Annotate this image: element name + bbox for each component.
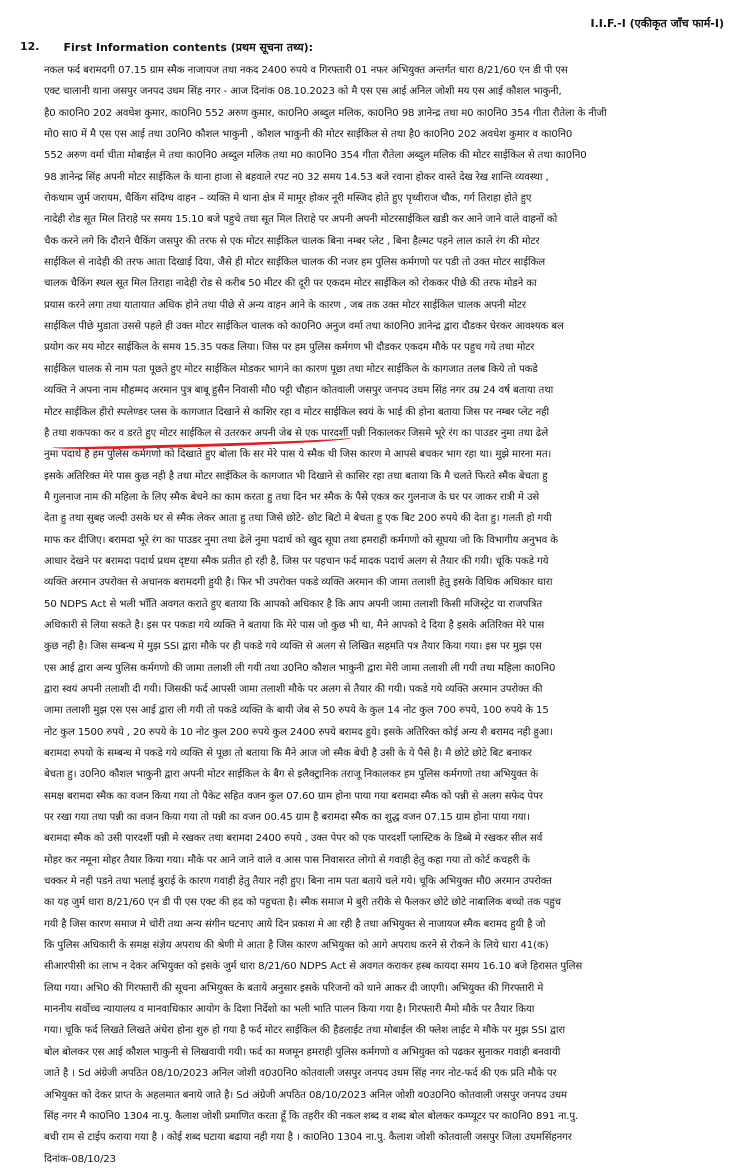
body-text-line: गयी है जिस कारण समाज मे चोरी तथा अन्य संगीन घटनाए आये दिन प्रकाश मे आ रही है तथा अभियुक्त से नाजायज स्मैक बरामद हुयी है जो (44, 918, 546, 930)
form-id-label: I.I.F.-I (एकीकृत जाँच फार्म-I) (590, 17, 724, 30)
body-text-line: का यह जुर्म धारा 8/21/60 एन डी पी एस एक्ट की हद को पहुचता है। स्मैक समाज मे बुरी तरीके से फैलकर छोटे छोटे नाबालिक बच्चो तक पहुच (44, 897, 561, 909)
body-text-line: मोहर कर नमूना मोहर तैयार किया गया। मौके पर आने जाने वाले व आस पास निवासरत लोगो से गवाही हेतु कहा गया तो कोर्ट कचहरी के (44, 854, 530, 866)
body-text-line: बरामदा रुपयो के सम्बन्ध मे पकडे गये व्यक्ति से पूछा तो बताया कि मैने आज जो स्मैक बेची है उसी के ये पैसे है। मै छोटे छोटे बिट बनाकर (44, 748, 532, 759)
body-text-line: चक्कर मे नही पडने तथा भलाई बुराई के कारण गवाही हेतु तैयार नही हुए। बिना नाम पता बताये चले गये। चूकि अभियुक्त मौ0 अरमान उपरोक्त (44, 876, 552, 888)
body-text-line: जाते है । Sd अंग्रेजी अपठित 08/10/2023 अनिल जोशी व0उ0नि0 कोतवाली जसपुर जनपद उधम सिंह नगर नोट-फर्द की एक प्रति मौके पर (44, 1068, 557, 1080)
body-text-line: बरामदा स्मैक को उसी पारदर्शी पन्नी मे रखकर तथा बरामदा 2400 रुपये , उक्त पेपर को एक पारदर्शी प्लास्टिक के डिब्बे मे रखकर सील सर्व (44, 833, 543, 845)
body-text-line: नकल फर्द बरामदगी 07.15 ग्राम स्मैक नाजायज तथा नकद 2400 रुपये व गिरफ्तारी 01 नफर अभियुक्त अन्तर्गत धारा 8/21/60 एन डी पी एस (44, 65, 568, 76)
body-text-line: व्यक्ति ने अपना नाम मौहम्मद अरमान पुत्र बाबू हुसैन निवासी मौ0 पट्टी चौहान कोतवाली जसपुर जनपद उधम सिंह नगर उम्र 24 वर्ष बताया तथा (44, 385, 554, 397)
body-text-line: माननीय सर्वोच्च न्यायालय व मानवाधिकार आयोग के दिशा निर्देशो का भली भाति पालन किया गया है। गिरफ्तारी मैमो मौके पर तैयार किया (44, 1004, 535, 1016)
body-text-line: जामा तलाशी मुझ एस एस आई द्वारा ली गयी तो पकडे व्यक्ति के बायी जेब से 50 रुपये के कुल 14 नोट कुल 700 रुपये, 100 रुपये के 15 (44, 705, 549, 717)
body-text-line: सीआरपीसी का लाभ न देकर अभियुक्त को इसके जुर्म धारा 8/21/60 NDPS Act से अवगत कराकर हस्ब कायदा समय 16.10 बजे हिरासत पुलिस (44, 961, 583, 973)
section-heading (20, 40, 313, 55)
body-text-line: मै गुलनाज नाम की महिला के लिए स्मैक बेचने का काम करता हु तथा दिन भर स्मैक के पैसे एकत्र कर गुलनाज के घर पर जाकर रात्री मे उसे (44, 491, 540, 503)
body-text-line: गया। चूकि फर्द लिखते लिखते अंधेरा होना शुरु हो गया है फर्द मोटर साईकिल की हैडलाईट तथा मोबाईल की फ्लेश लाईट मे मौके पर मुझ SSI द्वारा (44, 1025, 566, 1037)
body-text-line: दिनांक-08/10/23 (44, 1153, 116, 1165)
body-text-line: प्रयोग कर मय मोटर साईकिल के समय 15.35 पकड लिया। जिस पर हम पुलिस कर्मगण भी दौडकर एकदम मौके पर पहुच गये तथा मोटर (44, 342, 535, 354)
body-text-line: 50 NDPS Act से भली भाँति अवगत कराते हुए बताया कि आपको अधिकार है कि आप अपनी जामा तलाशी किसी मजिस्ट्रेट या राजपत्रित (44, 598, 543, 610)
body-text-line: चालक चैकिंग स्थल सूत मिल तिराहा नादेही रोड से करीब 50 मीटर की दूरी पर एकदम मोटर साईकिल को रोककर पीछे की तरफ मोडने का (44, 278, 537, 290)
section-title: First Information contents (प्रथम सूचना तथ्य): (63, 41, 314, 54)
body-text-line: बेचता हु। उ0नि0 कौशल भाकुनी द्वारा अपनी मोटर साईकिल के बैग से इलैक्ट्रानिक तराजू निकालकर हम पुलिस कर्मगणो तथा अभियुक्त के (44, 769, 538, 781)
body-text-line: व्यक्ति अरमान उपरोक्त से अचानक बरामदगी हुयी है। फिर भी उपरोक्त पकडे व्यक्ति अरमान की जामा तलाशी हेतु इसके विधिक अधिकार धारा (44, 577, 553, 589)
body-text-line: कि पुलिस अधिकारी के समक्ष संज्ञेय अपराध की श्रेणी मे आता है जिस कारण अभियुक्त को आगे अपराध करने से रोकने के लिये धारा 41(क) (44, 940, 549, 952)
body-text-line: अधिकारी से लिया सकते है। इस पर पकडा गये व्यक्ति ने बताया कि मेरे पास जो कुछ भी था, मैने आपको दे दिया है इसके अतिरिक्त मेरे पास (44, 619, 545, 631)
body-text-line: मो0 सा0 में मै एस एस आई तथा उ0नि0 कौशल भाकुनी , कौशल भाकुनी की मोटर साईकिल से तथा है0 का0नि0 202 अवधेश कुमार व का0नि0 (44, 129, 573, 141)
body-text-line: चैक करने लगे कि दौराने चैकिंग जसपुर की तरफ से एक मोटर साईकिल चालक बिना नम्बर प्लेट , बिना हैल्मट पहने लाल काले रंग की मोटर (44, 235, 540, 247)
body-text-line: देता हु तथा सुबह जल्दी उसके घर से स्मैक लेकर आता हु तथा जिसे छोटे- छोट बिटो मे बेचता हु एक बिट 200 रुपये की देता हु। गलती हो गयी (44, 513, 552, 525)
section-number: 12. (20, 40, 40, 53)
body-text-line: रोकथाम जुर्म जरायम, चैकिंग संदिग्ध वाहन – व्यक्ति मे थाना क्षेत्र में मामूर होकर नूरी मस्जिद होते हुए पृथ्वीराज चौक, गर्ग तिराहा होते हुए (44, 193, 532, 205)
body-text-line: साईकिल से नादेही की तरफ आता दिखाई दिया, जैसे ही मोटर साईकिल चालक की नजर हम पुलिस कर्मगणो पर पडी तो उक्त मोटर साईकिल (44, 257, 546, 269)
body-text-line: कुछ नही है। जिस सम्बन्ध मे मुझ SSI द्वारा मौके पर ही पकडे गये व्यक्ति से अलग से लिखित सहमति पत्र तैयार किया गया। इस पर मुझ एस (44, 641, 542, 653)
body-text-line: अभियुक्त को देकर प्राप्त के अहलमात बनाये जाते है। Sd अंग्रेजी अपठित 08/10/2023 अनिल जोशी व0उ0नि0 कोतवाली जसपुर जनपद उधम (44, 1089, 568, 1101)
body-text-line: लिया गया। अभि0 की गिरफ्तारी की सूचना अभियुक्त के बताये अनुसार इसके परिजनो को थाने आकर दी जाएगी। अभियुक्त की गिरफ्तारी मे (44, 982, 544, 994)
body-text-line: बची राम से टाईप कराया गया है । कोई शब्द घटाया बढाया नही गया है । का0नि0 1304 ना.पु. कैलाश जोशी कोतवाली जसपुर जिला उधमसिंहनगर (44, 1132, 572, 1144)
body-text-line: आधार देखने पर बरामदा पदार्थ प्रथम दृष्टया स्मैक प्रतीत हो रही है, जिस पर पहचान फर्द मादक पदार्थ अलग से तैयार की गयी। चूकि पकडे गये (44, 555, 549, 567)
body-text-line: है0 का0नि0 202 अवधेश कुमार, का0नि0 552 अरुण कुमार, का0नि0 अब्दुल मलिक, का0नि0 98 ज्ञानेन्द्र तथा म0 का0नि0 354 गीता रौतेला के नीजी (44, 107, 607, 119)
body-text-line: एस आई द्वारा अन्य पुलिस कर्मगणो की जामा तलाशी ली गयी तथा उ0नि0 कौशल भाकुनी द्वारा मेरी जामा तलाशी ली गयी तथा महिला का0नि0 (44, 662, 556, 674)
first-information-body (44, 60, 722, 1170)
body-text-line: पर रखा गया तथा पन्नी का वजन किया गया तो पन्नी का वजन 00.45 ग्राम है बरामदा स्मैक का शुद्ध वजन 07.15 ग्राम होना पाया गया। (44, 812, 530, 824)
body-text-line: बोल बोलकर एस आई कौशल भाकुनी से लिखवायी गयी। फर्द का मजमून हमराही पुलिस कर्मगणो व अभियुक्त को पढकर सुनाकर गवाही बनवायी (44, 1046, 561, 1058)
body-text-line: 98 ज्ञानेन्द्र सिंह अपनी मोटर साईकिल के थाना हाजा से बहवाले रपट न0 32 समय 14.53 बजे रवाना होकर वास्ते देख रेख शान्ति व्यवस्था , (44, 171, 549, 183)
body-text-line: साईकिल चालक से नाम पता पूछते हुए मोटर साईकिल मोडकर भागने का कारण पूछा तथा मोटर साईकिल के कागजात तलब किये तो पकडे (44, 363, 538, 375)
body-text-line: समक्ष बरामदा स्मैक का वजन किया गया तो पैकेट सहित वजन कुल 07.60 ग्राम होना पाया गया बरामदा स्मैक को पन्नी से अलग सफेद पेपर (44, 790, 543, 802)
body-text-line: 552 अरुण वर्मा चीता मोबाईल मे तथा का0नि0 अब्दुल मलिक तथा म0 का0नि0 354 गीता रौतेला अब्दुल मलिक की मोटर साईकिल से तथा का0नि0 (44, 150, 587, 162)
body-text-line: सिंह नगर मै का0नि0 1304 ना.पु. कैलाश जोशी प्रमाणित करता हूँ कि तहरीर की नकल शब्द व शब्द बोल बोलकर कम्प्यूटर पर का0नि0 891 ना.पु. (44, 1110, 579, 1122)
body-text-line: माफ कर दीजिए। बरामदा भूरे रंग का पाउडर नुमा तथा ढेले नुमा पदार्थ को खुद सूघा तथा हमराही कर्मगणो को सूघया जो कि विभागीय अनुभव के (44, 534, 558, 546)
body-text-line: प्रयास करने लगा तथा यातायात अधिक होने तथा पीछे से अन्य वाहन आने के कारण , जब तक उक्त मोटर साईकिल चालक अपनी मोटर (44, 299, 526, 311)
body-text-line: नादेही रोड सूत मिल तिराहे पर समय 15.10 बजे पहुचे तथा सूत मिल तिराहे पर अपनी अपनी मोटरसाईकिल खडी कर आने जाने वाले वाहनों को (44, 214, 558, 226)
body-text-line: नोट कुल 1500 रुपये , 20 रुपये के 10 नोट कुल 200 रुपये कुल 2400 रुपये बरामद हुये। इसके अतिरिक्त कोई अन्य शै बरामद नही हुआ। (44, 726, 553, 738)
body-text-line: साईकिल पीछे मुडाता उससे पहले ही उक्त मोटर साईकिल चालक को का0नि0 अनुज वर्मा तथा का0नि0 ज्ञानेन्द्र द्वारा दौडकर घेरकर आवश्यक बल (44, 321, 564, 333)
body-text-line: मोटर साईकिल हीरो स्पलेण्डर प्लस के कागजात दिखाने से काशिर रहा व मोटर साईकिल स्वयं के भाई की होना बताया जिस पर नम्बर प्लेट नही (44, 406, 550, 418)
body-text-line: है तथा शकपका कर व डरते हुए मोटर साईकिल से उतरकर अपनी जेब से एक पारदर्शी पन्नी निकालकर जिसमे भूरे रंग का पाउडर नुमा तथा ढेले (44, 427, 549, 439)
body-text-line: एक्ट चालानी थाना जसपुर जनपद उधम सिंह नगर - आज दिनांक 08.10.2023 को मै एस एस आई अनिल जोशी मय एस आई कौशल भाकुनी, (44, 86, 562, 98)
body-text-line: इसके अतिरिक्त मेरे पास कुछ नही है तथा मोटर साईकिल के कागजात भी दिखाने से कासिर रहा तथा बताया कि मै चलते फिरते स्मैक बेचता हु (44, 470, 548, 482)
body-text-line: द्वारा स्वयं अपनी तलाशी दी गयी। जिसकी फर्द आपसी जामा तलाशी मौके पर अलग से तैयार की गयी। पकडे गये व्यक्ति अरमान उपरोक्त की (44, 683, 543, 695)
body-text-line: नुमा पदार्थ है हम पुलिस कर्मगणो को दिखाते हुए बोला कि सर मेरे पास ये स्मैक थी जिस कारण मे आपसे बचकर भाग रहा था। मुझे मारना मत। (44, 449, 552, 461)
